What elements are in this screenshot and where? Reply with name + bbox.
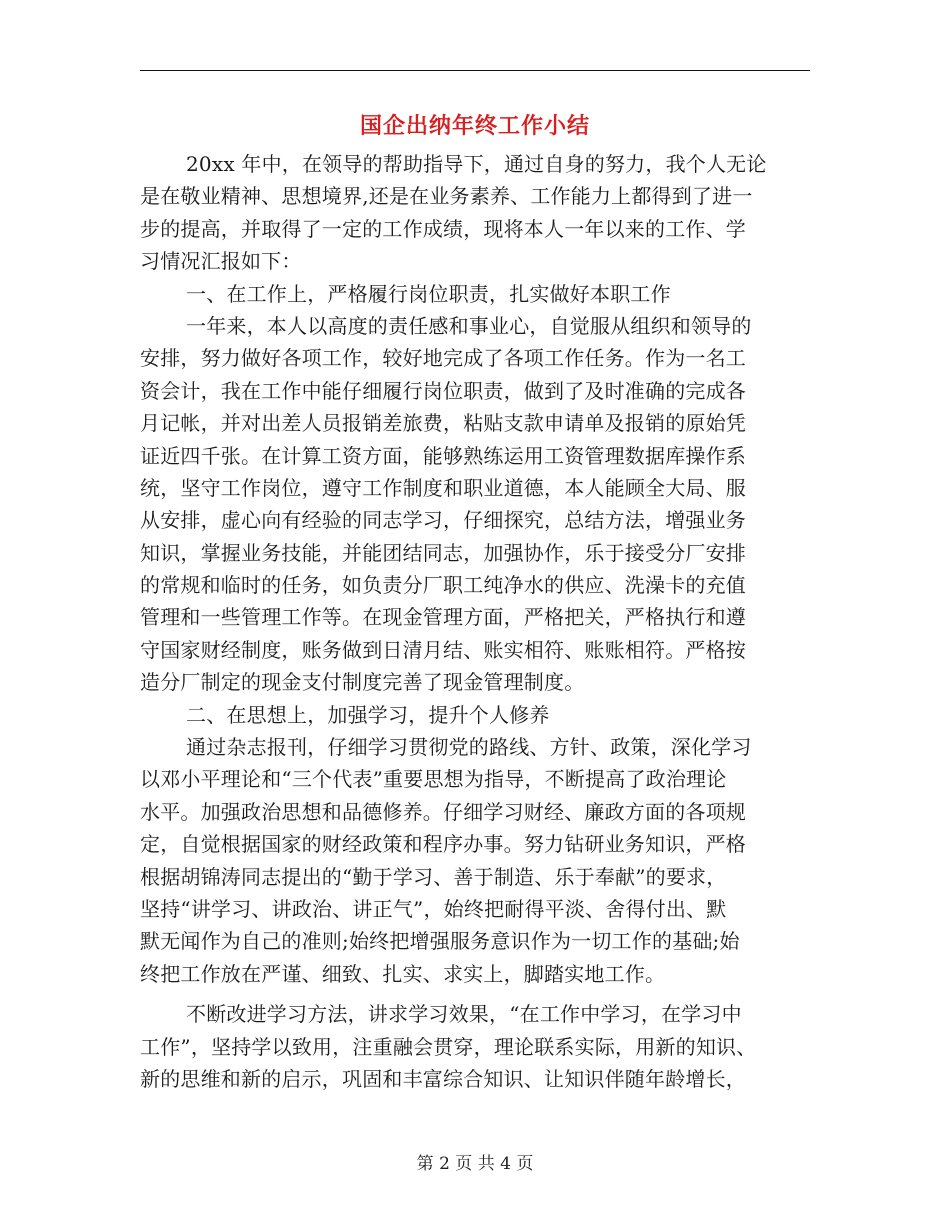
section-heading: 二、在思想上，加强学习，提升个人修养 [186, 702, 550, 727]
body-line: 步的提高，并取得了一定的工作成绩，现将本人一年以来的工作、学 [140, 216, 746, 241]
body-line: 一年来，本人以高度的责任感和事业心，自觉服从组织和领导的 [186, 313, 752, 338]
body-line: 定，自觉根据国家的财经政策和程序办事。努力钻研业务知识，严格 [140, 832, 746, 857]
body-line: 证近四千张。在计算工资方面，能够熟练运用工资管理数据库操作系 [140, 443, 746, 468]
document-title: 国企出纳年终工作小结 [359, 113, 590, 139]
body-line: 水平。加强政治思想和品德修养。仔细学习财经、廉政方面的各项规 [140, 799, 746, 824]
body-line: 通过杂志报刊，仔细学习贯彻党的路线、方针、政策，深化学习 [186, 735, 752, 760]
body-line: 20xx 年中，在领导的帮助指导下，通过自身的努力，我个人无论 [186, 152, 767, 176]
body-line: 默无闻作为自己的准则;始终把增强服务意识作为一切工作的基础;始 [140, 929, 740, 954]
body-line: 不断改进学习方法，讲求学习效果，“在工作中学习，在学习中 [186, 1002, 742, 1027]
body-line: 从安排，虚心向有经验的同志学习，仔细探究，总结方法，增强业务 [140, 508, 746, 533]
body-line: 的常规和临时的任务，如负责分厂职工纯净水的供应、洗澡卡的充值 [140, 573, 746, 598]
body-line: 月记帐，并对出差人员报销差旅费，粘贴支款申请单及报销的原始凭 [140, 411, 746, 436]
body-line: 以邓小平理论和“三个代表”重要思想为指导，不断提高了政治理论 [140, 767, 727, 792]
body-line: 安排，努力做好各项工作，较好地完成了各项工作任务。作为一名工 [140, 346, 746, 371]
body-line: 工作”，坚持学以致用，注重融会贯穿，理论联系实际，用新的知识、 [140, 1034, 757, 1059]
body-line: 新的思维和新的启示，巩固和丰富综合知识、让知识伴随年龄增长， [140, 1066, 746, 1091]
body-line: 习情况汇报如下： [140, 249, 302, 274]
body-line: 资会计，我在工作中能仔细履行岗位职责，做到了及时准确的完成各 [140, 378, 746, 403]
body-line: 守国家财经制度，账务做到日清月结、账实相符、账账相符。严格按 [140, 637, 746, 662]
body-line: 管理和一些管理工作等。在现金管理方面，严格把关，严格执行和遵 [140, 605, 746, 630]
body-line: 统，坚守工作岗位，遵守工作制度和职业道德，本人能顾全大局、服 [140, 475, 746, 500]
document-body [140, 148, 810, 1095]
body-line: 造分厂制定的现金支付制度完善了现金管理制度。 [140, 670, 585, 695]
body-line: 知识，掌握业务技能，并能团结同志，加强协作，乐于接受分厂安排 [140, 540, 746, 565]
body-line: 终把工作放在严谨、细致、扎实、求实上，脚踏实地工作。 [140, 961, 666, 986]
body-line: 是在敬业精神、思想境界,还是在业务素养、工作能力上都得到了进一 [140, 184, 753, 209]
body-line: 根据胡锦涛同志提出的“勤于学习、善于制造、乐于奉献”的要求， [140, 864, 727, 889]
header-rule [140, 70, 810, 71]
section-heading: 一、在工作上，严格履行岗位职责，扎实做好本职工作 [186, 281, 671, 306]
body-line: 坚持“讲学习、讲政治、讲正气”，始终把耐得平淡、舍得付出、默 [140, 896, 727, 921]
page-number-footer: 第 2 页 共 4 页 [416, 1154, 534, 1174]
